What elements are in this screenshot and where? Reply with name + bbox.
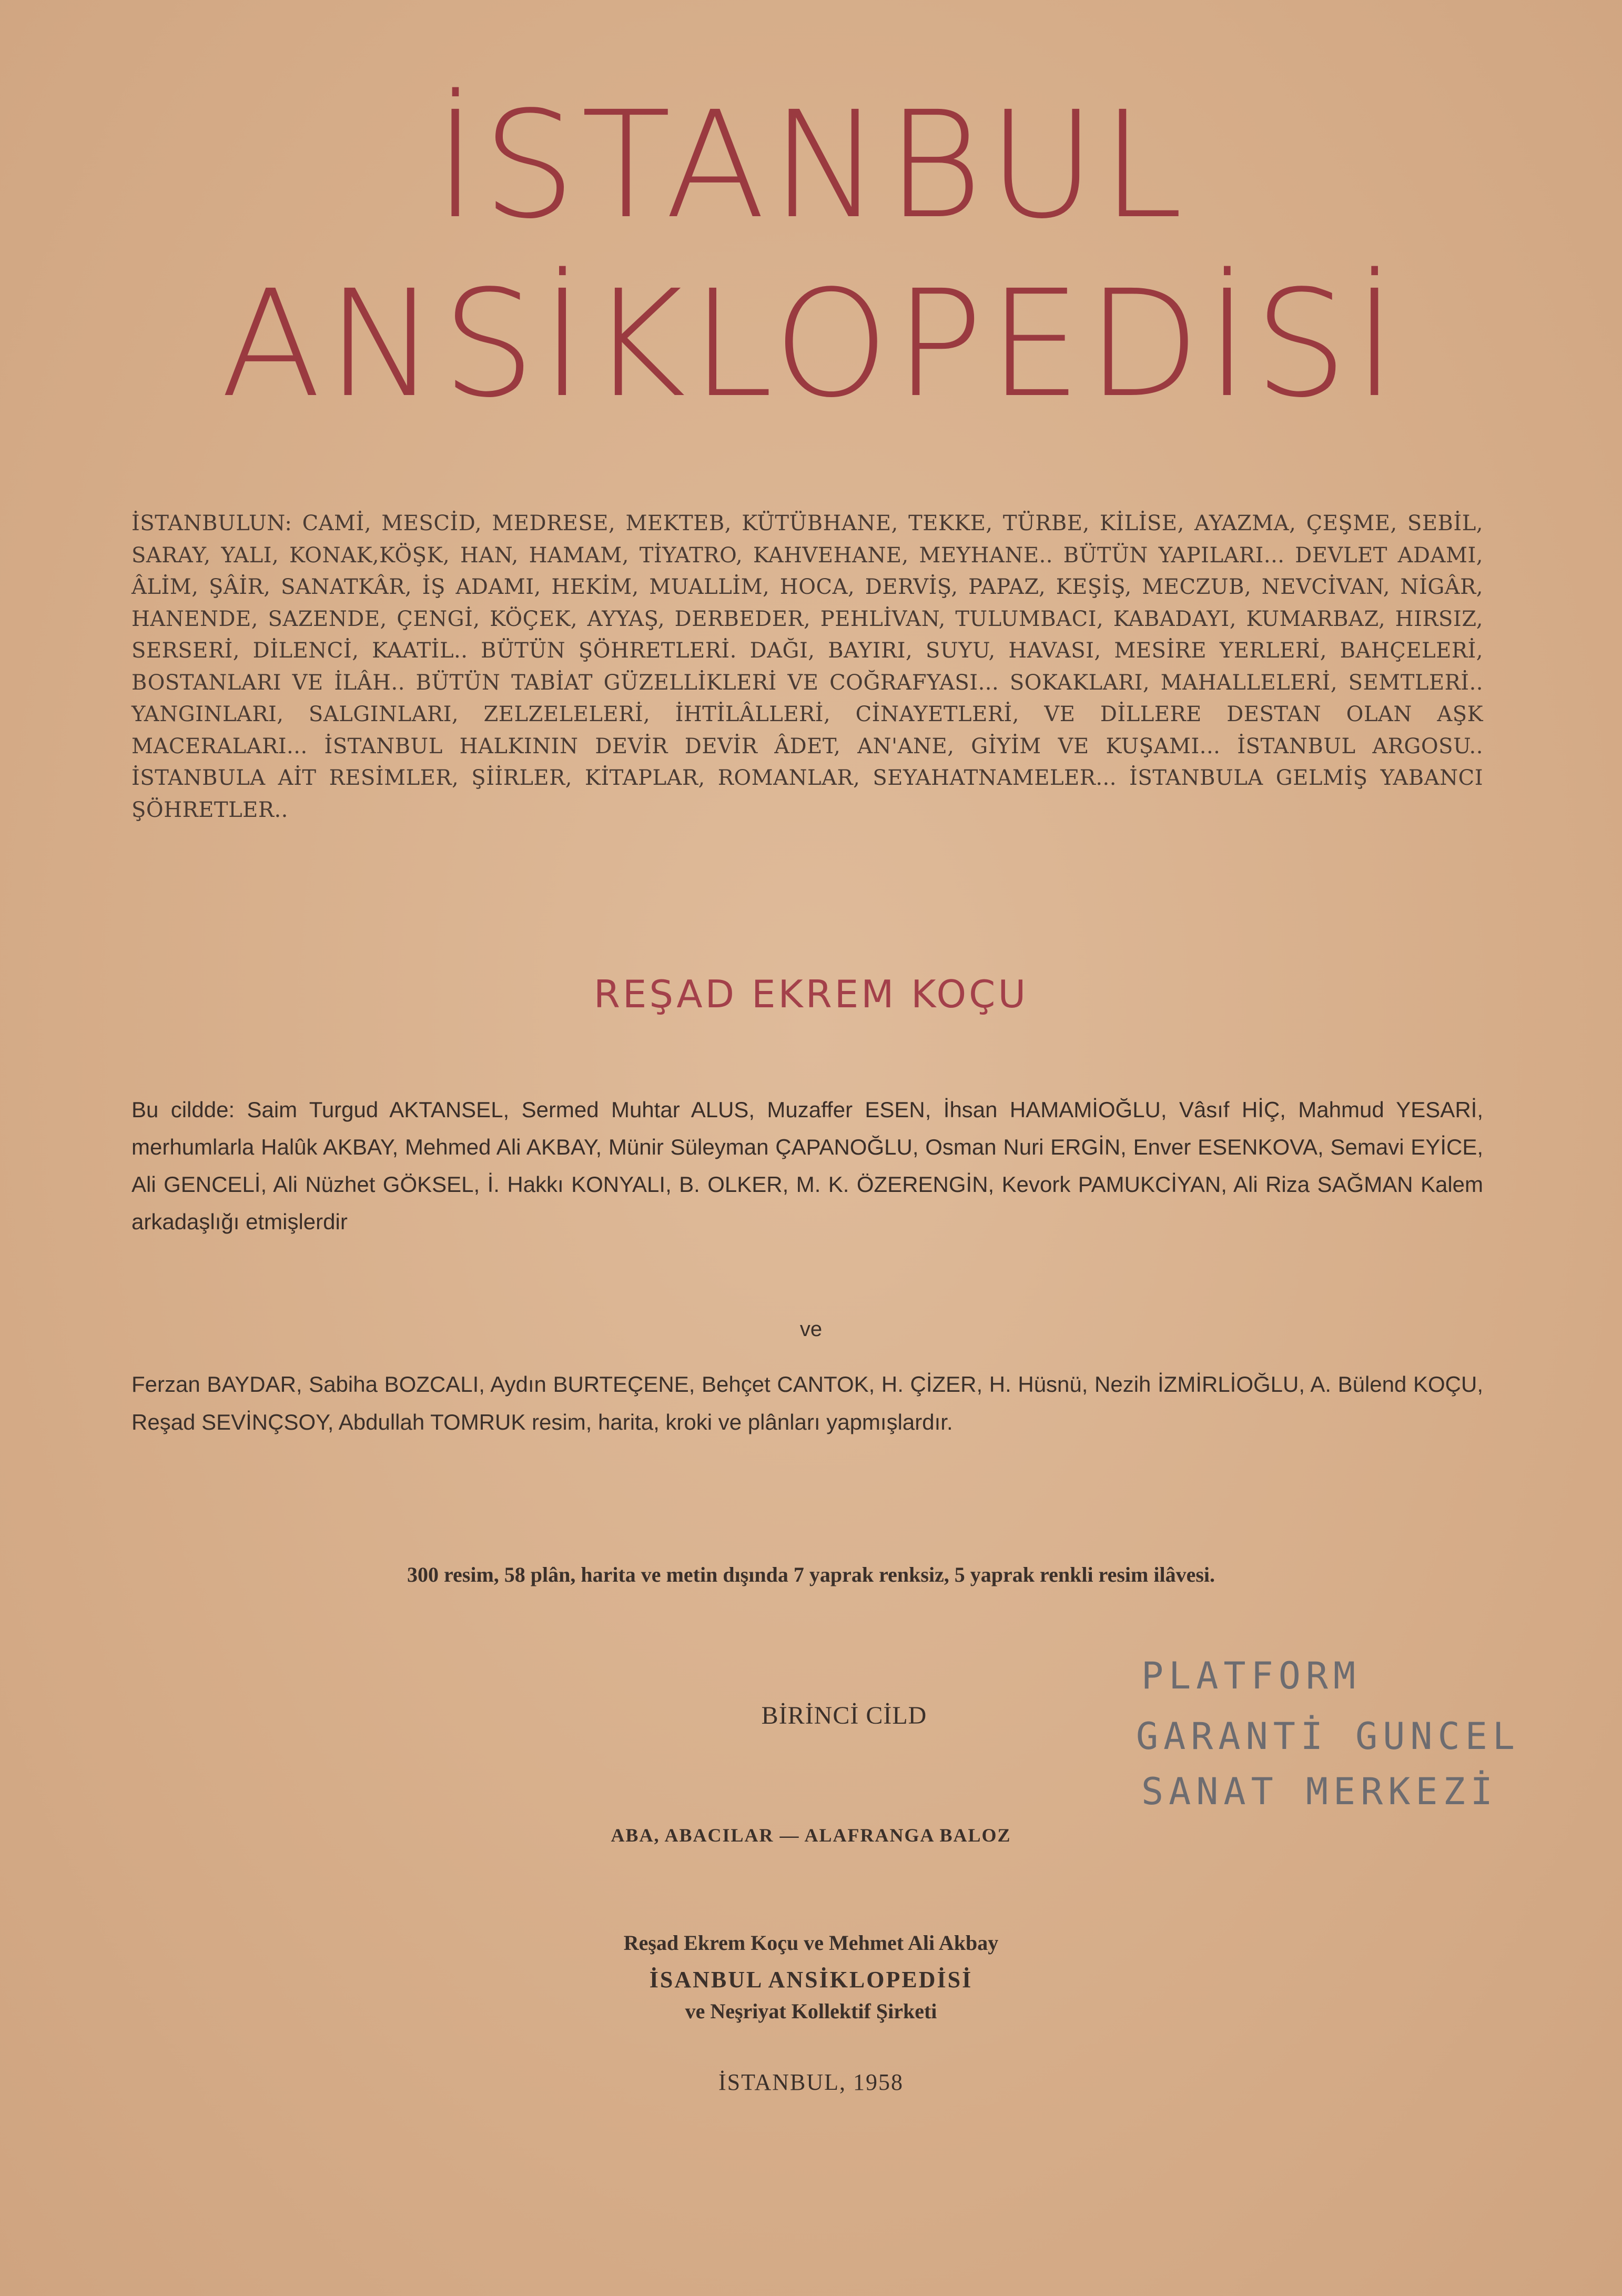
publisher-line-3: ve Neşriyat Kollektif Şirketi xyxy=(685,1999,937,2023)
title-line-1: İSTANBUL xyxy=(433,80,1189,251)
plates-note: 300 resim, 58 plân, harita ve metin dışında 7 yaprak renksiz, 5 yaprak renkli resim ilâvesi. xyxy=(407,1563,1215,1586)
publisher-line-1: Reşad Ekrem Koçu ve Mehmet Ali Akbay xyxy=(623,1931,999,1955)
contributors-paragraph: Bu cildde: Saim Turgud AKTANSEL, Sermed Muhtar ALUS, Muzaffer ESEN, İhsan HAMAMİOĞLU, Vâsıf HİÇ, Mahmud YESARİ, merhumlarla Halûk AKBAY, Mehmed Ali AKBAY, Münir Süleyman ÇAPANOĞLU, Osman Nuri ERGİN, Enver ESENKOVA, Semavi EYİCE, Ali GENCELİ, Ali Nüzhet GÖKSEL, İ. Hakkı KONYALI, B. OLKER, M. K. ÖZERENGİN, Kevork PAMUKCİYAN, Ali Riza SAĞMAN Kalem arkadaşlığı etmişlerdir xyxy=(131,1097,1483,1234)
publisher-line-2: İSANBUL ANSİKLOPEDİSİ xyxy=(649,1967,973,1992)
library-stamp-line-3: SANAT MERKEZİ xyxy=(1141,1770,1498,1813)
entry-range: ABA, ABACILAR — ALAFRANGA BALOZ xyxy=(611,1825,1011,1846)
illustrators-paragraph: Ferzan BAYDAR, Sabiha BOZCALI, Aydın BURTEÇENE, Behçet CANTOK, H. ÇİZER, H. Hüsnü, Nezih İZMİRLİOĞLU, A. Bülend KOÇU, Reşad SEVİNÇSOY, Abdullah TOMRUK resim, harita, kroki ve plânları yapmışlardır. xyxy=(131,1372,1483,1434)
subject-description: İSTANBULUN: CAMİ, MESCİD, MEDRESE, MEKTEB, KÜTÜBHANE, TEKKE, TÜRBE, KİLİSE, AYAZMA, ÇEŞME, SEBİL, SARAY, YALI, KONAK,KÖŞK, HAN, HAMAM, TİYATRO, KAHVEHANE, MEYHANE.. BÜTÜN YAPILARI... DEVLET ADAMI, ÂLİM, ŞÂİR, SANATKÂR, İŞ ADAMI, HEKİM, MUALLİM, HOCA, DERVİŞ, PAPAZ, KEŞİŞ, MECZUB, NEVCİVAN, NİGÂR, HANENDE, SAZENDE, ÇENGİ, KÖÇEK, AYYAŞ, DERBEDER, PEHLİVAN, TULUMBACI, KABADAYI, KUMARBAZ, HIRSIZ, SERSERİ, DİLENCİ, KAATİL.. BÜTÜN ŞÖHRETLERİ. DAĞI, BAYIRI, SUYU, HAVASI, MESİRE YERLERİ, BAHÇELERİ, BOSTANLARI VE İLÂH.. BÜTÜN TABİAT GÜZELLİKLERİ VE COĞRAFYASI... SOKAKLARI, MAHALLELERİ, SEMTLERİ.. YANGINLARI, SALGINLARI, ZELZELELERİ, İHTİLÂLLERİ, CİNAYETLERİ, VE DİLLERE DESTAN OLAN AŞK MACERALARI... İSTANBUL HALKININ DEVİR DEVİR ÂDET, AN'ANE, GİYİM VE KUŞAMI... İSTANBUL ARGOSU.. İSTANBULA AİT RESİMLER, ŞİİRLER, KİTAPLAR, ROMANLAR, SEYAHATNAMELER... İSTANBULA GELMİŞ YABANCI ŞÖHRETLER.. xyxy=(131,511,1483,822)
volume-label: BİRİNCİ CİLD xyxy=(761,1702,927,1729)
library-stamp-line-2: GARANTİ GUNCEL xyxy=(1136,1715,1520,1758)
library-stamp-line-1: PLATFORM xyxy=(1141,1654,1361,1697)
conjunction-text: ve xyxy=(799,1318,823,1341)
place-year: İSTANBUL, 1958 xyxy=(718,2069,904,2095)
title-line-2: ANSİKLOPEDİSİ xyxy=(220,259,1402,430)
author-name: REŞAD EKREM KOÇU xyxy=(593,972,1029,1016)
